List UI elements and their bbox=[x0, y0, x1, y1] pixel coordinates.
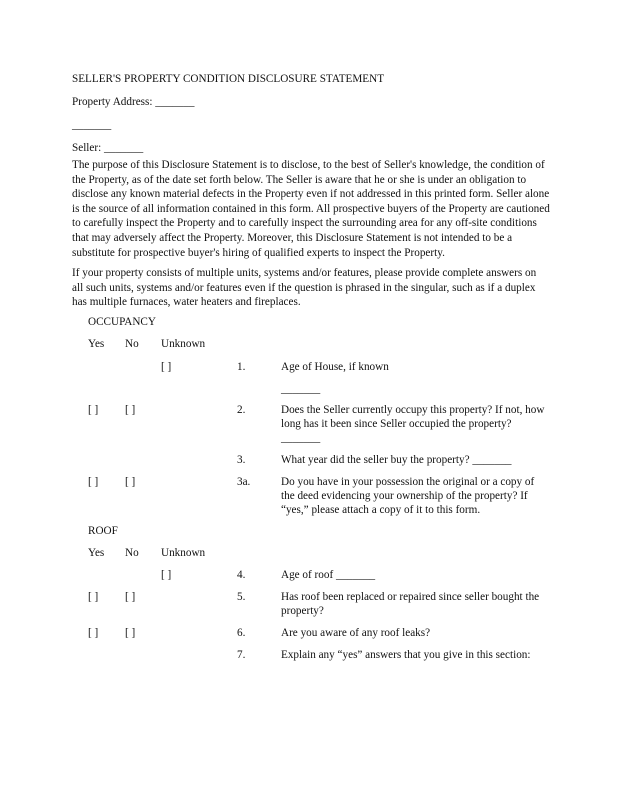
q3a-text-line2: the deed evidencing your ownership of the property? If bbox=[281, 490, 528, 502]
q1-number: 1. bbox=[237, 361, 246, 373]
q3a-text-line1: Do you have in your possession the original or a copy of bbox=[281, 476, 535, 488]
col-no-header: No bbox=[125, 338, 139, 350]
q5-text-line1: Has roof been replaced or repaired since seller bought the bbox=[281, 591, 540, 603]
property-address-field[interactable]: Property Address: _______ bbox=[72, 96, 195, 108]
document-title: SELLER'S PROPERTY CONDITION DISCLOSURE STATEMENT bbox=[72, 73, 385, 85]
q6-no-checkbox[interactable]: [ ] bbox=[125, 627, 136, 639]
q5-text-line2: property? bbox=[281, 605, 324, 617]
col-yes-header: Yes bbox=[88, 338, 105, 350]
roof-col-unknown-header: Unknown bbox=[161, 547, 206, 559]
q5-number: 5. bbox=[237, 591, 246, 603]
q1-answer-blank[interactable]: _______ bbox=[281, 383, 321, 395]
q7-number: 7. bbox=[237, 649, 246, 661]
occupancy-heading: OCCUPANCY bbox=[88, 316, 156, 328]
q6-text: Are you aware of any roof leaks? bbox=[281, 627, 431, 639]
roof-col-yes-header: Yes bbox=[88, 547, 105, 559]
multi-unit-paragraph: If your property consists of multiple units, systems and/or features, please provide complete answers on all such units, systems and/or features even if the question is phrased in the singular, such as if a duplex has multiple furnaces, water heaters and fireplaces. bbox=[72, 267, 537, 309]
q6-yes-checkbox[interactable]: [ ] bbox=[88, 627, 99, 639]
q3a-number: 3a. bbox=[237, 476, 251, 488]
roof-col-no-header: No bbox=[125, 547, 139, 559]
q3a-no-checkbox[interactable]: [ ] bbox=[125, 476, 136, 488]
q3a-text-line3: “yes,” please attach a copy of it to this form. bbox=[281, 504, 481, 516]
q2-text-line1: Does the Seller currently occupy this property? If not, how bbox=[281, 404, 545, 416]
q2-number: 2. bbox=[237, 404, 246, 416]
col-unknown-header: Unknown bbox=[161, 338, 206, 350]
roof-heading: ROOF bbox=[88, 525, 118, 537]
q3-number: 3. bbox=[237, 454, 246, 466]
q1-text: Age of House, if known bbox=[281, 361, 389, 373]
q2-no-checkbox[interactable]: [ ] bbox=[125, 404, 136, 416]
property-address-continuation[interactable]: _______ bbox=[72, 119, 112, 131]
q4-unknown-checkbox[interactable]: [ ] bbox=[161, 569, 172, 581]
intro-paragraph: The purpose of this Disclosure Statement is to disclose, to the best of Seller's knowledge, the condition of the Property, as of the date set forth below. The Seller is aware that he or she is under an obligation to disclose any known material defects in the Property even if not addressed in this printed form. Seller alone is the source of all information contained in this form. All prospective buyers of the Property are cautioned to carefully inspect the Property and to carefully inspect the surrounding area for any off-site conditions that may adversely affect the Property. Moreover, this Disclosure Statement is not intended to be a substitute for prospective buyer's hiring of qualified experts to inspect the Property. bbox=[72, 159, 550, 259]
q1-unknown-checkbox[interactable]: [ ] bbox=[161, 361, 172, 373]
q2-answer-blank[interactable]: _______ bbox=[281, 432, 321, 444]
q5-yes-checkbox[interactable]: [ ] bbox=[88, 591, 99, 603]
q2-yes-checkbox[interactable]: [ ] bbox=[88, 404, 99, 416]
q4-text: Age of roof _______ bbox=[281, 569, 376, 581]
seller-field[interactable]: Seller: _______ bbox=[72, 142, 144, 154]
q5-no-checkbox[interactable]: [ ] bbox=[125, 591, 136, 603]
q7-text: Explain any “yes” answers that you give in this section: bbox=[281, 649, 531, 661]
q3a-yes-checkbox[interactable]: [ ] bbox=[88, 476, 99, 488]
q4-number: 4. bbox=[237, 569, 246, 581]
q3-text: What year did the seller buy the property? _______ bbox=[281, 454, 512, 466]
q6-number: 6. bbox=[237, 627, 246, 639]
q2-text-line2: long has it been since Seller occupied the property? bbox=[281, 418, 512, 430]
